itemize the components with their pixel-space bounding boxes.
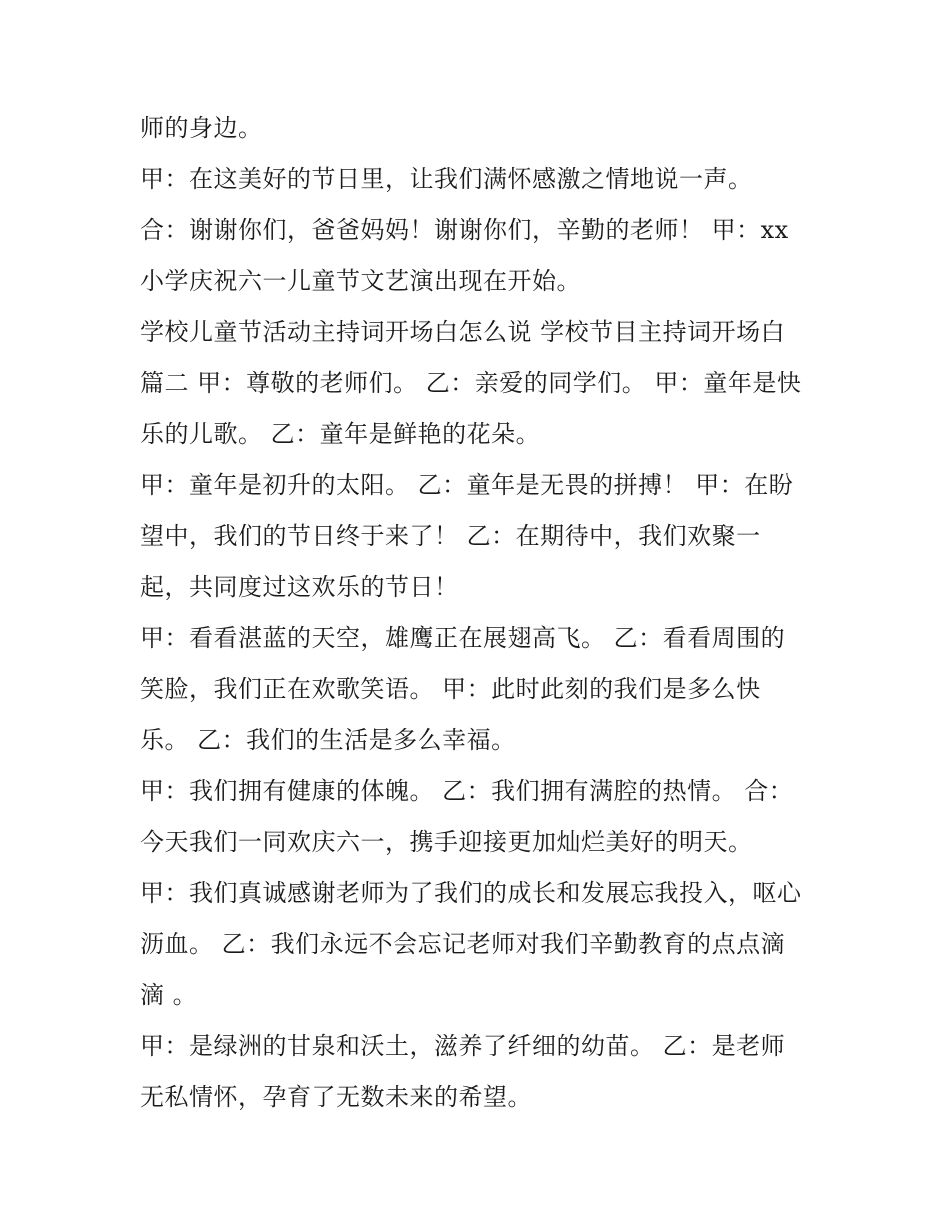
text-line: 起，共同度过这欢乐的节日！ (140, 573, 459, 601)
text-line: 小学庆祝六一儿童节文艺演出现在开始。 (140, 267, 581, 295)
text-line: 学校儿童节活动主持词开场白怎么说 学校节目主持词开场白 (140, 318, 786, 346)
text-line: 甲：看看湛蓝的天空，雄鹰正在展翅高飞。 乙：看看周围的 (140, 624, 786, 652)
text-line: 师的身边。 (140, 114, 263, 142)
document-body (140, 103, 830, 1123)
text-line: 甲：我们真诚感谢老师为了我们的成长和发展忘我投入，呕心 (140, 879, 802, 907)
text-line: 甲：童年是初升的太阳。 乙：童年是无畏的拼搏！ 甲：在盼 (140, 471, 794, 499)
text-line: 甲：是绿洲的甘泉和沃土，滋养了纤细的幼苗。 乙：是老师 (140, 1032, 786, 1060)
text-line: 今天我们一同欢庆六一，携手迎接更加灿烂美好的明天。 (140, 828, 753, 856)
text-line: 滴 。 (140, 981, 198, 1009)
text-line: 甲：在这美好的节日里，让我们满怀感激之情地说一声。 (140, 165, 753, 193)
text-line: 甲：我们拥有健康的体魄。 乙：我们拥有满腔的热情。 合： (140, 777, 794, 805)
text-line: 望中，我们的节日终于来了！ 乙：在期待中，我们欢聚一 (140, 522, 761, 550)
text-line: 沥血。 乙：我们永远不会忘记老师对我们辛勤教育的点点滴 (140, 930, 786, 958)
text-line: 篇二 甲：尊敬的老师们。 乙：亲爱的同学们。 甲：童年是快 (140, 369, 802, 397)
text-line: 无私情怀，孕育了无数未来的希望。 (140, 1083, 532, 1111)
text-line: 笑脸，我们正在欢歌笑语。 甲：此时此刻的我们是多么快 (140, 675, 761, 703)
text-line: 乐的儿歌。 乙：童年是鲜艳的花朵。 (140, 420, 541, 448)
text-line: 合：谢谢你们，爸爸妈妈！谢谢你们，辛勤的老师！ 甲：xx (140, 216, 789, 244)
text-line: 乐。 乙：我们的生活是多么幸福。 (140, 726, 516, 754)
